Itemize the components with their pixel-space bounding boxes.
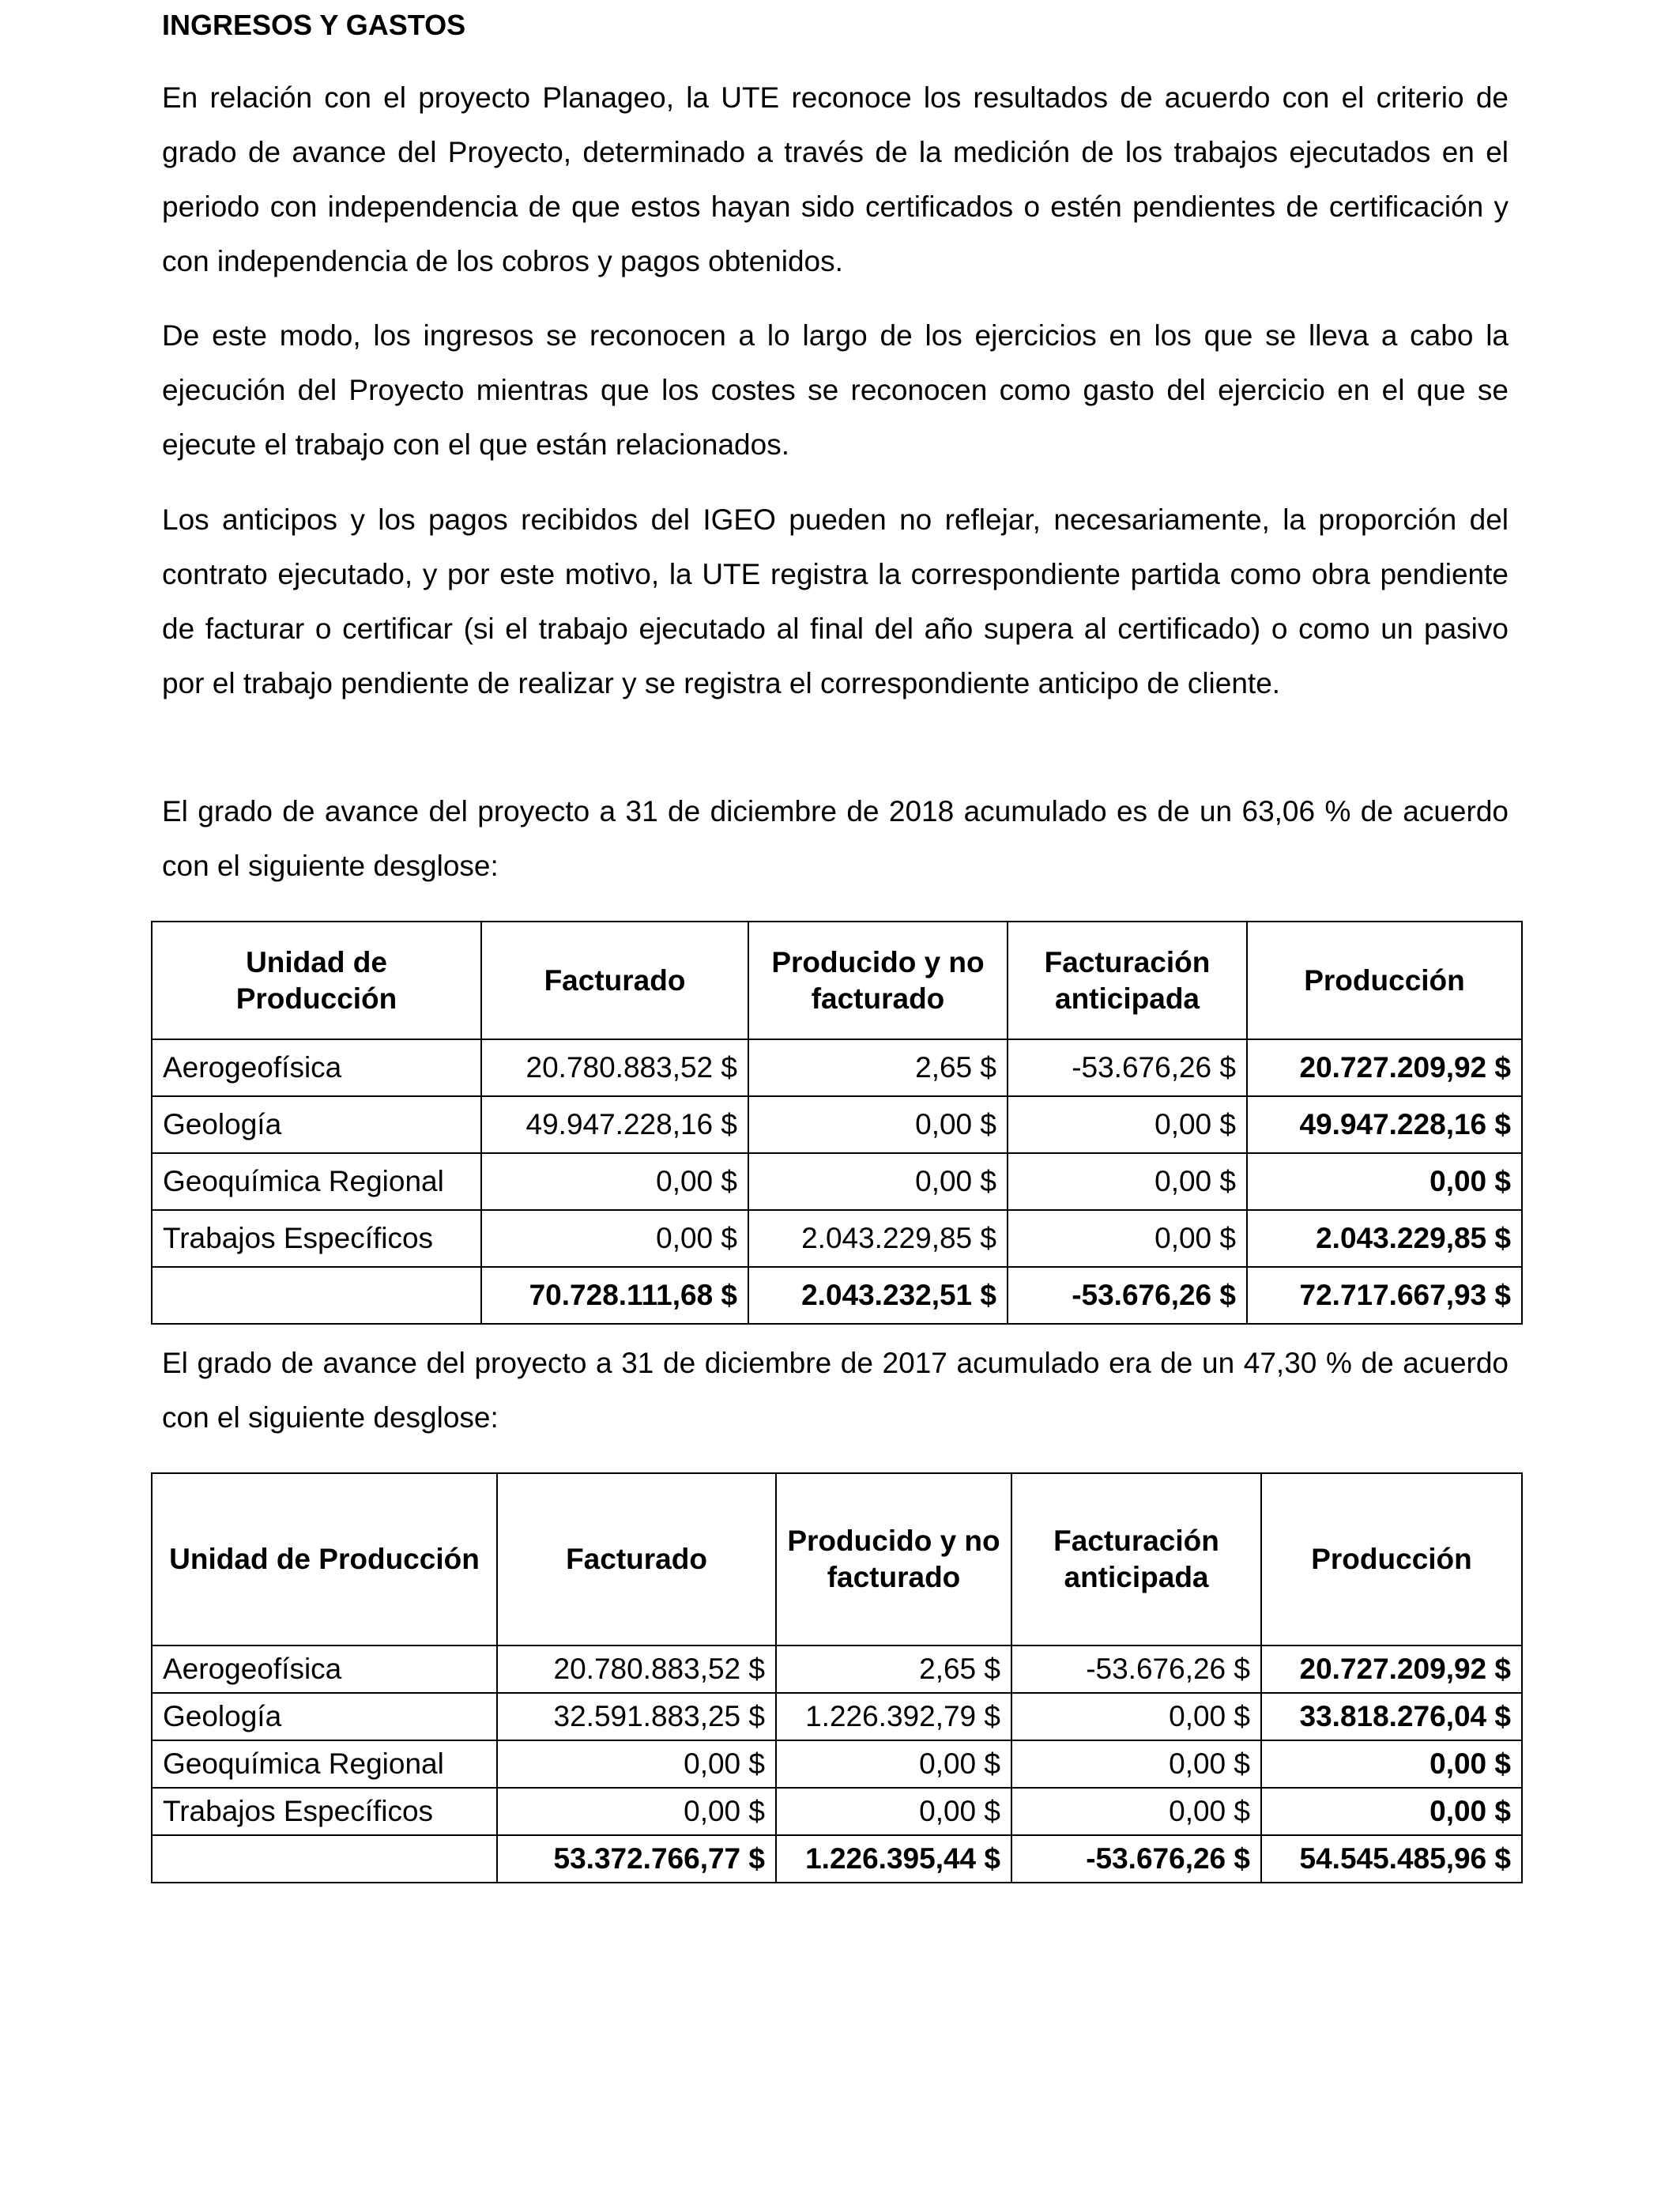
cell-produccion: 20.727.209,92 $ [1247,1039,1522,1096]
cell-producido: 1.226.392,79 $ [776,1693,1011,1740]
cell-facturado: 32.591.883,25 $ [497,1693,776,1740]
paragraph-advances: Los anticipos y los pagos recibidos del IGEO pueden no reflejar, necesariamente, la proporción del contrato ejecutado, y por este motivo, la UTE registra la correspondiente partida como obra pendiente de facturar o certificar (si el trabajo ejecutado al final del año supera al certificado) o como un pasivo por el trabajo pendiente de realizar y se registra el correspondiente anticipo de cliente. [162,503,1509,699]
table-row [152,1153,1522,1210]
cell-producido: 2,65 $ [748,1039,1008,1096]
total-anticipada: -53.676,26 $ [1011,1835,1261,1883]
cell-produccion: 0,00 $ [1261,1788,1522,1835]
table-row [152,1039,1522,1096]
header-producido: Producido y no facturado [776,1473,1011,1646]
header-unidad: Unidad de Producción [152,922,481,1039]
paragraph-income-expenses: De este modo, los ingresos se reconocen a lo largo de los ejercicios en los que se lleva a cabo la ejecución del Proyecto mientras que los costes se reconocen como gasto del ejercicio en el que se ejecute el trabajo con el que están relacionados. [162,319,1509,461]
header-anticipada: Facturación anticipada [1011,1473,1261,1646]
cell-facturado: 20.780.883,52 $ [497,1646,776,1693]
cell-anticipada: 0,00 $ [1008,1210,1247,1267]
cell-facturado: 49.947.228,16 $ [481,1096,748,1153]
header-produccion: Producción [1247,922,1522,1039]
cell-producido: 0,00 $ [748,1153,1008,1210]
row-label: Geoquímica Regional [152,1740,497,1788]
table-totals-row [152,1835,1522,1883]
cell-anticipada: 0,00 $ [1011,1740,1261,1788]
cell-facturado: 0,00 $ [481,1153,748,1210]
row-label: Aerogeofísica [152,1039,481,1096]
cell-produccion: 2.043.229,85 $ [1247,1210,1522,1267]
table-totals-row [152,1267,1522,1324]
row-label: Trabajos Específicos [152,1210,481,1267]
header-anticipada: Facturación anticipada [1008,922,1247,1039]
section-heading: INGRESOS Y GASTOS [162,9,466,41]
cell-anticipada: -53.676,26 $ [1008,1039,1247,1096]
cell-anticipada: 0,00 $ [1011,1693,1261,1740]
header-unidad: Unidad de Producción [152,1473,497,1646]
row-label: Geoquímica Regional [152,1153,481,1210]
total-producido: 1.226.395,44 $ [776,1835,1011,1883]
production-table-2018 [151,921,1523,1325]
cell-produccion: 20.727.209,92 $ [1261,1646,1522,1693]
cell-anticipada: 0,00 $ [1011,1788,1261,1835]
row-label: Geología [152,1096,481,1153]
cell-producido: 0,00 $ [776,1740,1011,1788]
row-label: Aerogeofísica [152,1646,497,1693]
cell-producido: 2,65 $ [776,1646,1011,1693]
table-header-row [152,922,1522,1039]
totals-label [152,1835,497,1883]
table-row [152,1693,1522,1740]
total-producido: 2.043.232,51 $ [748,1267,1008,1324]
cell-anticipada: 0,00 $ [1008,1153,1247,1210]
total-facturado: 70.728.111,68 $ [481,1267,748,1324]
table-row [152,1096,1522,1153]
cell-facturado: 0,00 $ [497,1788,776,1835]
cell-producido: 0,00 $ [776,1788,1011,1835]
cell-facturado: 20.780.883,52 $ [481,1039,748,1096]
cell-producido: 2.043.229,85 $ [748,1210,1008,1267]
cell-produccion: 49.947.228,16 $ [1247,1096,1522,1153]
row-label: Geología [152,1693,497,1740]
row-label: Trabajos Específicos [152,1788,497,1835]
production-table-2017 [151,1472,1523,1883]
cell-produccion: 0,00 $ [1261,1740,1522,1788]
total-anticipada: -53.676,26 $ [1008,1267,1247,1324]
table-row [152,1210,1522,1267]
cell-facturado: 0,00 $ [497,1740,776,1788]
cell-anticipada: -53.676,26 $ [1011,1646,1261,1693]
cell-produccion: 0,00 $ [1247,1153,1522,1210]
paragraph-progress-2017: El grado de avance del proyecto a 31 de diciembre de 2017 acumulado era de un 47,30 % de acuerdo con el siguiente desglose: [162,1347,1509,1434]
totals-label [152,1267,481,1324]
header-facturado: Facturado [481,922,748,1039]
cell-produccion: 33.818.276,04 $ [1261,1693,1522,1740]
paragraph-revenue-recognition: En relación con el proyecto Planageo, la UTE reconoce los resultados de acuerdo con el criterio de grado de avance del Proyecto, determinado a través de la medición de los trabajos ejecutados en el periodo con independencia de que estos hayan sido certificados o estén pendientes de certificación y con independencia de los cobros y pagos obtenidos. [162,81,1509,277]
total-produccion: 54.545.485,96 $ [1261,1835,1522,1883]
total-produccion: 72.717.667,93 $ [1247,1267,1522,1324]
table-row [152,1788,1522,1835]
cell-producido: 0,00 $ [748,1096,1008,1153]
table-row [152,1740,1522,1788]
cell-facturado: 0,00 $ [481,1210,748,1267]
paragraph-progress-2018: El grado de avance del proyecto a 31 de diciembre de 2018 acumulado es de un 63,06 % de acuerdo con el siguiente desglose: [162,795,1509,882]
cell-anticipada: 0,00 $ [1008,1096,1247,1153]
header-producido: Producido y no facturado [748,922,1008,1039]
total-facturado: 53.372.766,77 $ [497,1835,776,1883]
table-row [152,1646,1522,1693]
header-facturado: Facturado [497,1473,776,1646]
table-header-row [152,1473,1522,1646]
header-produccion: Producción [1261,1473,1522,1646]
